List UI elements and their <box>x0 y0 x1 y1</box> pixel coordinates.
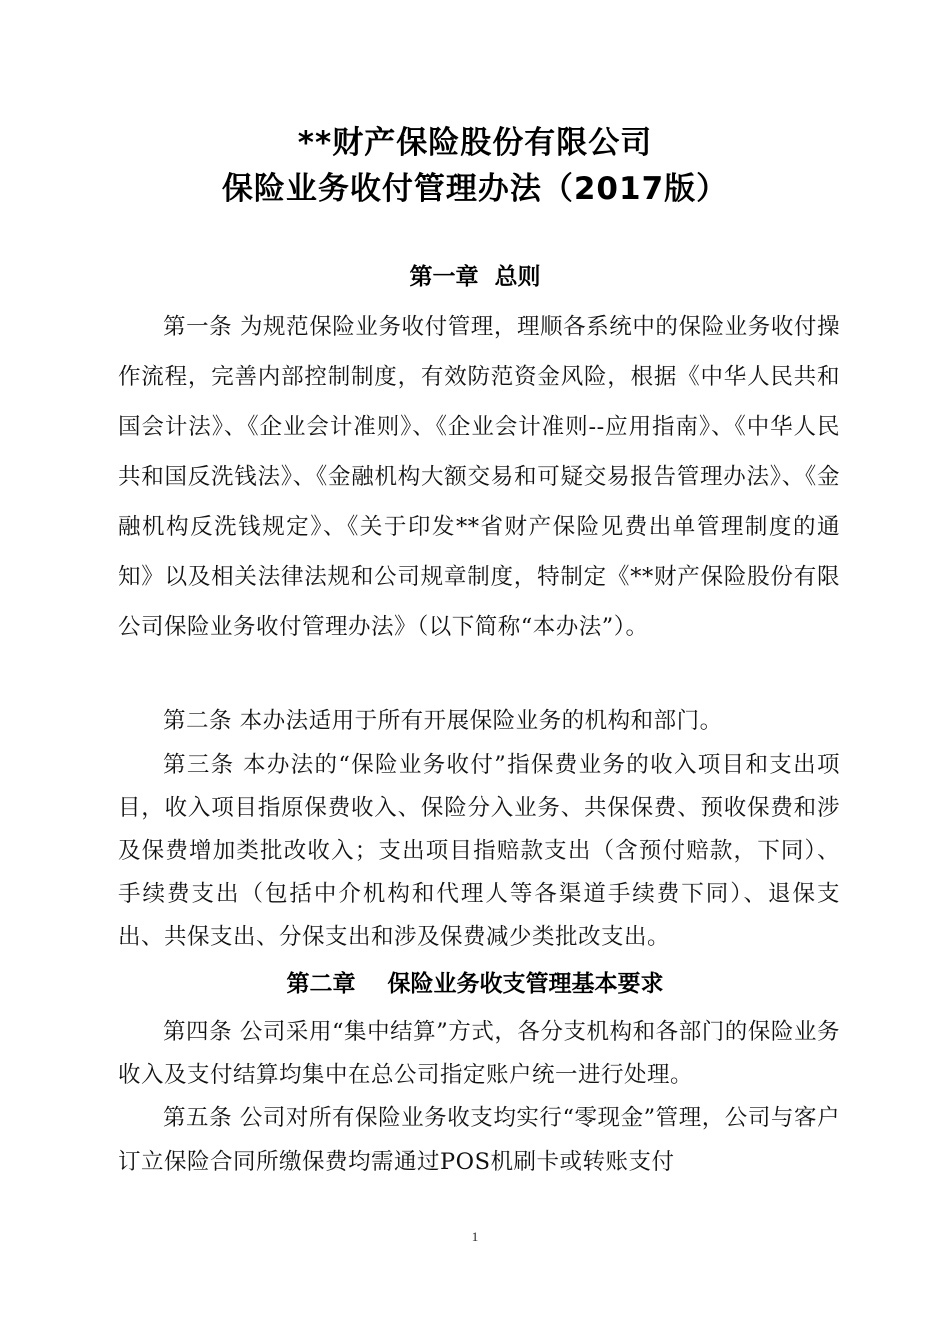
article-4-paragraph: 第四条 公司采用“集中结算”方式，各分支机构和各部门的保险业务收入及支付结算均集中在总公司指定账户统一进行处理。 <box>118 1019 840 1088</box>
article-2-paragraph: 第二条 本办法适用于所有开展保险业务的机构和部门。 <box>163 708 723 734</box>
chapter-heading-1: 第一章 总则 <box>409 264 541 290</box>
article-5-paragraph: 第五条 公司对所有保险业务收支均实行“零现金”管理，公司与客户订立保险合同所缴保费均需通过POS机刷卡或转账支付 <box>118 1105 840 1175</box>
page-number: 1 <box>471 1229 479 1244</box>
article-1-paragraph: 第一条 为规范保险业务收付管理，理顺各系统中的保险业务收付操作流程，完善内部控制制度，有效防范资金风险，根据《中华人民共和国会计法》、《企业会计准则》、《企业会计准则--应用指南》、《中华人民共和国反洗钱法》、《金融机构大额交易和可疑交易报告管理办法》、《金融机构反洗钱规定》、《关于印发**省财产保险见费出单管理制度的通知》以及相关法律法规和公司规章制度，特制定《**财产保险股份有限公司保险业务收付管理办法》（以下简称“本办法”）。 <box>118 314 840 640</box>
document-title-line1: **财产保险股份有限公司 <box>297 125 653 161</box>
chapter-heading-2: 第二章 保险业务收支管理基本要求 <box>286 971 664 997</box>
article-3-paragraph: 第三条 本办法的“保险业务收付”指保费业务的收入项目和支出项目，收入项目指原保费收入、保险分入业务、共保保费、预收保费和涉及保费增加类批改收入；支出项目指赔款支出（含预付赔款，下同）、手续费支出（包括中介机构和代理人等各渠道手续费下同）、退保支出、共保支出、分保支出和涉及保费减少类批改支出。 <box>118 752 840 950</box>
document-title-line2: 保险业务收付管理办法（2017版） <box>221 171 729 207</box>
